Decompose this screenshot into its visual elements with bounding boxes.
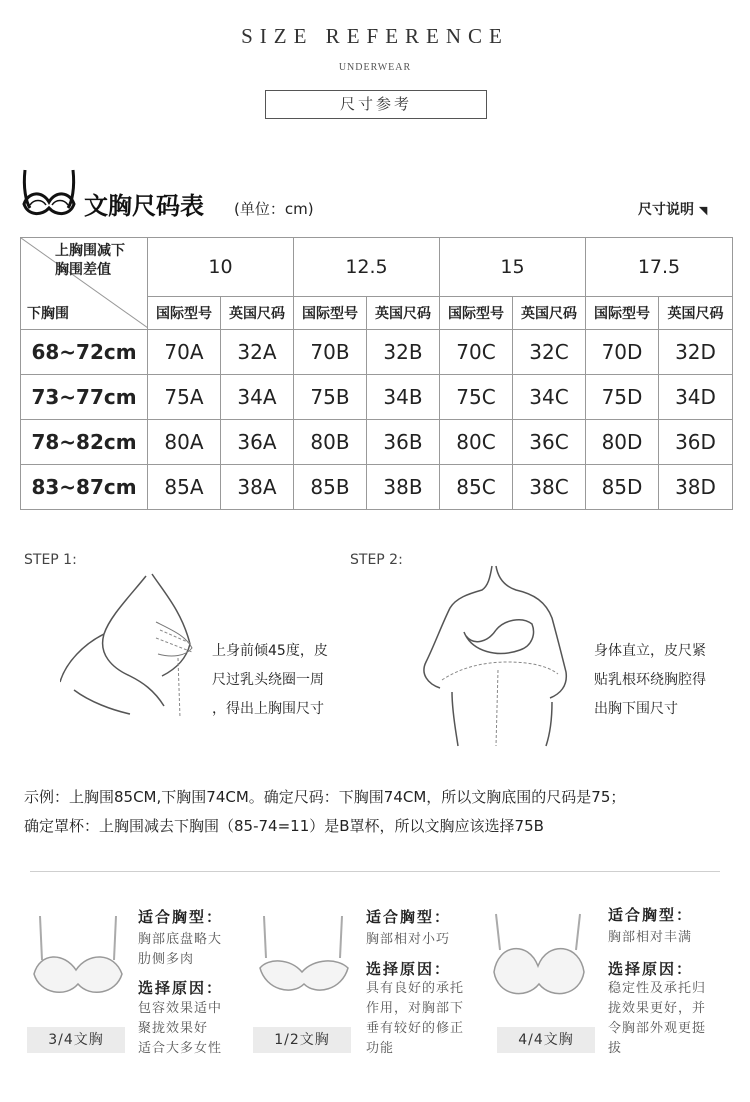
table-cell: 32B	[367, 330, 440, 375]
table-cell: 80C	[440, 420, 513, 465]
table-cell: 32A	[221, 330, 294, 375]
divider	[30, 871, 720, 872]
step2-text	[594, 637, 706, 724]
corner-top-line1: 上胸围减下	[55, 243, 125, 259]
section-unit: (单位：cm)	[234, 200, 314, 218]
row-label: 78~82cm	[21, 420, 148, 465]
desc-line: 胸部底盘略大	[138, 932, 223, 947]
bra-icon	[20, 168, 78, 218]
cup-12-fit-title: 适合胸型：	[366, 908, 452, 926]
desc-line: 胸部相对小巧	[366, 932, 451, 947]
cup-44-reason-desc	[608, 979, 706, 1059]
desc-line: 令胸部外观更挺	[608, 1021, 707, 1036]
table-cell: 38C	[513, 465, 586, 510]
step1-label: STEP 1:	[24, 552, 77, 568]
sub-header-uk: 英国尺码	[659, 297, 733, 330]
row-label: 83~87cm	[21, 465, 148, 510]
sub-header-intl: 国际型号	[440, 297, 513, 330]
table-cell: 75D	[586, 375, 659, 420]
table-cell: 36D	[659, 420, 733, 465]
table-cell: 70B	[294, 330, 367, 375]
group-header: 12.5	[294, 238, 440, 297]
desc-line: 垂有较好的修正	[366, 1021, 465, 1036]
size-note-label: 尺寸说明	[638, 202, 694, 218]
table-cell: 85A	[148, 465, 221, 510]
sub-header-uk: 英国尺码	[367, 297, 440, 330]
table-corner-cell	[21, 238, 148, 330]
table-row	[21, 465, 733, 510]
triangle-icon: ◥	[698, 204, 708, 217]
bra-34-illustration	[30, 912, 126, 1008]
step1-line: ，得出上胸围尺寸	[212, 701, 324, 717]
table-cell: 85C	[440, 465, 513, 510]
table-cell: 38D	[659, 465, 733, 510]
desc-line: 肋侧多肉	[138, 952, 195, 967]
table-row	[21, 330, 733, 375]
table-cell: 36A	[221, 420, 294, 465]
cup-12-label: 1/2文胸	[253, 1027, 351, 1053]
cup-44-label: 4/4文胸	[497, 1027, 595, 1053]
cup-12-reason-title: 选择原因：	[366, 960, 452, 978]
step2-line: 贴乳根环绕胸腔得	[594, 672, 706, 688]
table-cell: 32D	[659, 330, 733, 375]
table-cell: 85B	[294, 465, 367, 510]
desc-line: 稳定性及承托归	[608, 981, 707, 996]
table-cell: 75C	[440, 375, 513, 420]
group-header: 10	[148, 238, 294, 297]
table-cell: 85D	[586, 465, 659, 510]
cup-12-reason-desc	[366, 979, 464, 1059]
table-cell: 80D	[586, 420, 659, 465]
desc-line: 聚拢效果好	[138, 1021, 209, 1036]
step1-illustration	[60, 572, 210, 722]
sub-header-uk: 英国尺码	[221, 297, 294, 330]
desc-line: 拔	[608, 1041, 623, 1056]
sub-header-intl: 国际型号	[148, 297, 221, 330]
table-cell: 70C	[440, 330, 513, 375]
step1-line: 尺过乳头绕圈一周	[212, 672, 324, 688]
desc-line: 拢效果更好，并	[608, 1001, 707, 1016]
bra-12-illustration	[256, 912, 352, 1008]
size-reference-box: 尺寸参考	[265, 90, 487, 119]
row-label: 68~72cm	[21, 330, 148, 375]
table-cell: 38B	[367, 465, 440, 510]
corner-top-line2: 胸围差值	[55, 262, 111, 278]
step2-label: STEP 2:	[350, 552, 403, 568]
table-row	[21, 420, 733, 465]
desc-line: 包容效果适中	[138, 1001, 223, 1016]
section-title: 文胸尺码表	[84, 192, 204, 220]
corner-bottom-label: 下胸围	[27, 306, 69, 322]
desc-line: 功能	[366, 1041, 395, 1056]
cup-44-fit-desc	[608, 928, 692, 948]
group-header: 17.5	[586, 238, 733, 297]
desc-line: 作用，对胸部下	[366, 1001, 465, 1016]
cup-34-fit-desc	[138, 930, 222, 970]
table-cell: 36C	[513, 420, 586, 465]
row-label: 73~77cm	[21, 375, 148, 420]
table-cell: 32C	[513, 330, 586, 375]
bra-44-illustration	[490, 910, 588, 1008]
step1-line: 上身前倾45度，皮	[212, 643, 328, 659]
example-line1: 示例：上胸围85CM,下胸围74CM。确定尺码：下胸围74CM，所以文胸底围的尺码是75；	[24, 788, 626, 806]
cup-44-fit-title: 适合胸型：	[608, 906, 694, 924]
table-cell: 80A	[148, 420, 221, 465]
table-cell: 75A	[148, 375, 221, 420]
sub-header-uk: 英国尺码	[513, 297, 586, 330]
cup-34-reason-title: 选择原因：	[138, 979, 224, 997]
table-cell: 36B	[367, 420, 440, 465]
sub-header-intl: 国际型号	[294, 297, 367, 330]
sub-header-intl: 国际型号	[586, 297, 659, 330]
cup-34-reason-desc	[138, 999, 222, 1059]
table-cell: 80B	[294, 420, 367, 465]
step2-illustration	[412, 562, 592, 748]
table-row	[21, 375, 733, 420]
table-cell: 70D	[586, 330, 659, 375]
page-title: SIZE REFERENCE	[241, 24, 509, 48]
group-header: 15	[440, 238, 586, 297]
table-cell: 70A	[148, 330, 221, 375]
table-cell: 34A	[221, 375, 294, 420]
size-note-link[interactable]	[638, 199, 707, 219]
cup-12-fit-desc	[366, 930, 450, 950]
table-cell: 38A	[221, 465, 294, 510]
step1-text	[212, 637, 328, 724]
table-cell: 34D	[659, 375, 733, 420]
table-cell: 34C	[513, 375, 586, 420]
desc-line: 适合大多女性	[138, 1041, 223, 1056]
cup-34-label: 3/4文胸	[27, 1027, 125, 1053]
desc-line: 具有良好的承托	[366, 981, 465, 996]
step2-line: 身体直立，皮尺紧	[594, 643, 706, 659]
cup-34-fit-title: 适合胸型：	[138, 908, 224, 926]
size-table	[20, 237, 733, 510]
table-cell: 75B	[294, 375, 367, 420]
page-subtitle: UNDERWEAR	[338, 62, 412, 73]
corner-top-label	[55, 242, 125, 280]
example-text	[24, 783, 625, 841]
desc-line: 胸部相对丰满	[608, 930, 693, 945]
cup-44-reason-title: 选择原因：	[608, 960, 694, 978]
step2-line: 出胸下围尺寸	[594, 701, 678, 717]
example-line2: 确定罩杯：上胸围减去下胸围（85-74=11）是B罩杯，所以文胸应该选择75B	[24, 817, 544, 835]
table-cell: 34B	[367, 375, 440, 420]
